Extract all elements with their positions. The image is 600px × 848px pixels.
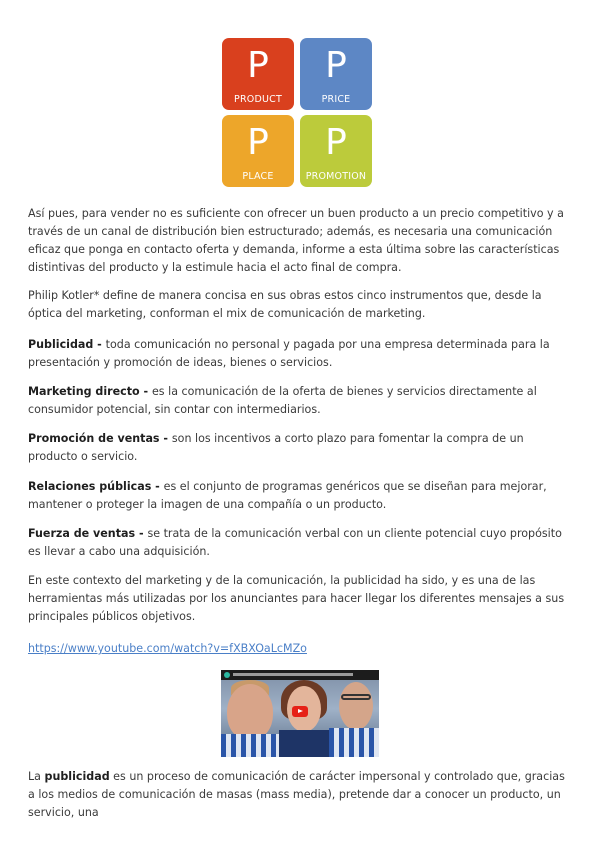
person-face [227, 684, 273, 740]
four-p-logo [222, 38, 374, 188]
video-title-placeholder [233, 673, 353, 676]
context-paragraph: En este contexto del marketing y de la comunicación, la publicidad ha sido, y es una de las herramientas más utilizadas por los anunciantes para hacer llegar los diferentes mensajes a sus principales públicos objetivos. [28, 574, 565, 623]
definition-term: Relaciones públicas - [28, 480, 164, 493]
definition-term: Publicidad - [28, 338, 106, 351]
intro-paragraph: Así pues, para vender no es suficiente con ofrecer un buen producto a un precio competitivo y a través de un canal de distribución bien estructurado; además, es necesaria una comunicación eficaz que ponga en contacto oferta y demanda, informe a esta última sobre las características distintivas del producto y la estimule hacia el acto final de compra. [28, 207, 564, 274]
kotler-paragraph: Philip Kotler* define de manera concisa en sus obras estos cinco instrumentos que, desde la óptica del marketing, conforman el mix de comunicación de marketing. [28, 289, 542, 320]
publicidad-paragraph [28, 768, 574, 822]
product-tile [222, 38, 294, 110]
place-label: PLACE [242, 171, 274, 182]
promotion-label: PROMOTION [305, 171, 367, 182]
product-label: PRODUCT [234, 94, 282, 105]
promotion-letter: P [325, 122, 347, 163]
youtube-link[interactable]: https://www.youtube.com/watch?v=fXBXOaLcMZo [28, 642, 307, 655]
person-face [339, 682, 373, 730]
definition-text: toda comunicación no personal y pagada por una empresa determinada para la presentación y promoción de ideas, bienes o servicios. [28, 338, 550, 369]
final-bold: publicidad [44, 770, 110, 783]
place-letter: P [247, 122, 269, 163]
person-shirt [279, 730, 331, 757]
definition-text: es la comunicación de la oferta de bienes y servicios directamente al consumidor potencial, sin contar con intermediarios. [28, 385, 537, 416]
price-letter: P [325, 45, 347, 86]
final-post: es un proceso de comunicación de carácter impersonal y controlado que, gracias a los medios de comunicación de masas (mass media), pretende dar a conocer un producto, un servicio, una [28, 770, 565, 819]
youtube-play-icon[interactable] [292, 706, 308, 717]
definition-marketing-directo [28, 383, 574, 419]
promotion-tile [300, 115, 372, 187]
definition-text: se trata de la comunicación verbal con un cliente potencial cuyo propósito es llevar a cabo una adquisición. [28, 527, 562, 558]
place-tile [222, 115, 294, 187]
definition-text: son los incentivos a corto plazo para fomentar la compra de un producto o servicio. [28, 432, 524, 463]
definition-text: es el conjunto de programas genéricos que se diseñan para mejorar, mantener o proteger la imagen de una compañía o un producto. [28, 480, 547, 511]
definition-fuerza-ventas [28, 525, 574, 561]
price-label: PRICE [321, 94, 351, 105]
definition-term: Promoción de ventas - [28, 432, 172, 445]
definition-relaciones-publicas [28, 478, 574, 514]
definition-promocion-ventas [28, 430, 574, 466]
definition-publicidad [28, 336, 574, 372]
person-shirt [329, 728, 379, 757]
video-thumbnail[interactable] [221, 670, 379, 757]
product-letter: P [247, 45, 269, 86]
definition-term: Fuerza de ventas - [28, 527, 148, 540]
channel-icon [224, 672, 230, 678]
price-tile [300, 38, 372, 110]
person-shirt [221, 734, 281, 757]
final-pre: La [28, 770, 45, 783]
definition-term: Marketing directo - [28, 385, 152, 398]
glasses-icon [341, 694, 371, 700]
